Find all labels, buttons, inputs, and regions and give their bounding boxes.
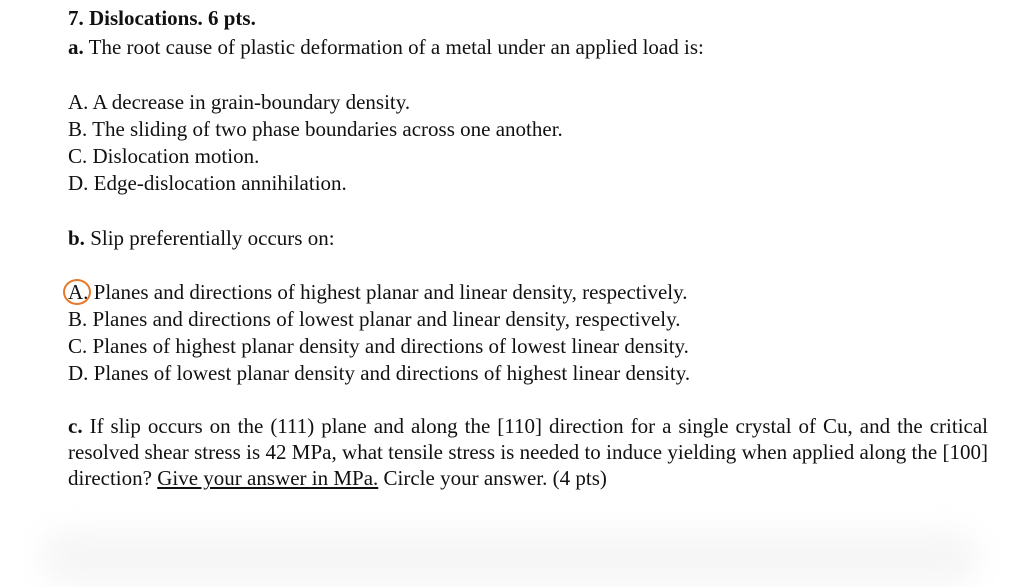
option-letter: B. bbox=[68, 117, 88, 141]
paper-smudge bbox=[40, 530, 980, 585]
part-b-question-text: Slip preferentially occurs on: bbox=[90, 226, 335, 250]
part-c-question-end: Circle your answer. (4 pts) bbox=[383, 466, 607, 490]
option-letter-text: A. bbox=[68, 280, 89, 304]
part-a-label: a. bbox=[68, 35, 84, 59]
option-letter: A. bbox=[68, 90, 89, 114]
part-a-option-b[interactable] bbox=[68, 116, 563, 143]
part-c-question-text: If slip occurs on the (111) plane and along the [110] direction for a single crystal of Cu, and the critical resolved shear stress is 42 MPa, what tensile stress is needed to induce yielding when applied along the [100] direction? bbox=[68, 414, 989, 490]
option-text: Edge-dislocation annihilation. bbox=[93, 171, 347, 195]
part-c-label: c. bbox=[68, 414, 83, 438]
option-letter: C. bbox=[68, 144, 88, 168]
part-a-option-c[interactable] bbox=[68, 143, 563, 170]
part-a-question bbox=[68, 34, 704, 60]
option-letter: B. bbox=[68, 307, 88, 331]
part-b-options bbox=[68, 279, 690, 387]
part-a-option-d[interactable] bbox=[68, 170, 563, 197]
option-text: Planes and directions of lowest planar and linear density, respectively. bbox=[92, 307, 681, 331]
option-text: Planes of lowest planar density and directions of highest linear density. bbox=[93, 361, 691, 385]
part-c-question bbox=[68, 413, 988, 491]
option-text: Dislocation motion. bbox=[92, 144, 260, 168]
part-b-label: b. bbox=[68, 226, 85, 250]
answer-circle-mark bbox=[63, 279, 91, 305]
option-text: A decrease in grain-boundary density. bbox=[92, 90, 411, 114]
option-letter-selected bbox=[68, 279, 88, 305]
part-b-option-b[interactable] bbox=[68, 306, 690, 333]
problem-title: 7. Dislocations. 6 pts. bbox=[68, 6, 256, 30]
part-a-option-a[interactable] bbox=[68, 89, 563, 116]
part-b-option-d[interactable] bbox=[68, 360, 690, 387]
part-b-option-c[interactable] bbox=[68, 333, 690, 360]
option-text: Planes and directions of highest planar and linear density, respectively. bbox=[93, 280, 688, 304]
option-letter: D. bbox=[68, 171, 89, 195]
option-text: The sliding of two phase boundaries across one another. bbox=[92, 117, 563, 141]
part-b-option-a[interactable] bbox=[68, 279, 690, 306]
option-letter: D. bbox=[68, 361, 89, 385]
part-b-question bbox=[68, 225, 335, 251]
part-a-options bbox=[68, 89, 563, 197]
option-text: Planes of highest planar density and directions of lowest linear density. bbox=[92, 334, 689, 358]
part-c-instruction-underlined: Give your answer in MPa. bbox=[157, 466, 379, 490]
part-a-question-text: The root cause of plastic deformation of a metal under an applied load is: bbox=[88, 35, 704, 59]
option-letter: C. bbox=[68, 334, 88, 358]
